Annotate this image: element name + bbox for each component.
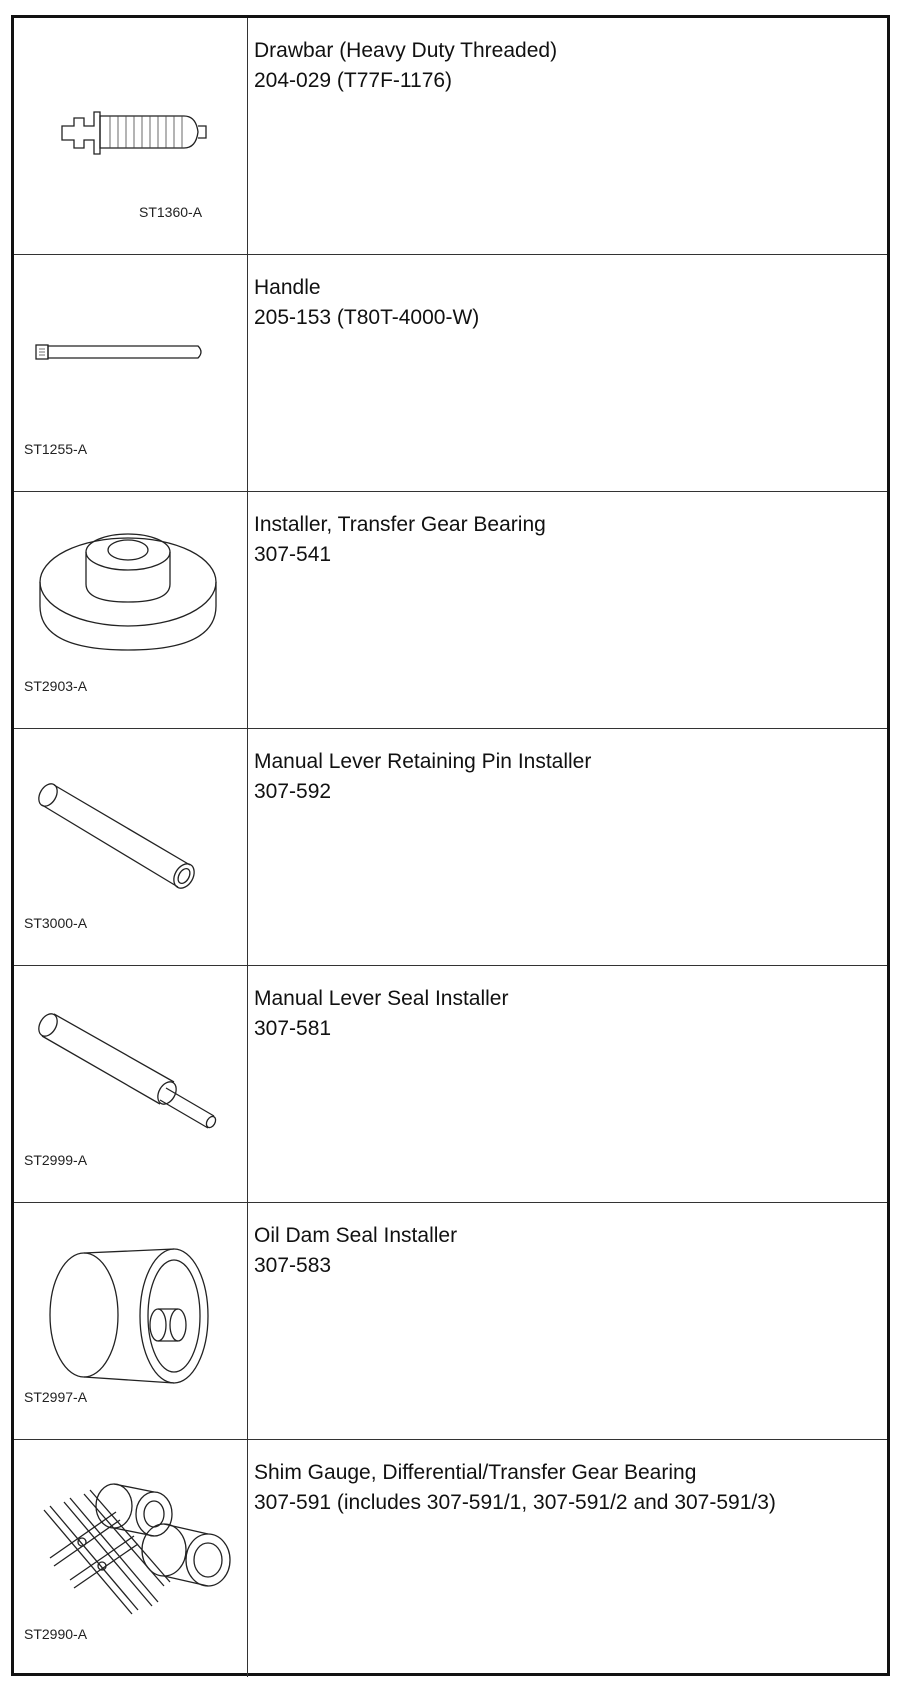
tool-name: Oil Dam Seal Installer [254,1224,458,1247]
table-row [14,1203,887,1440]
tool-number: 204-029 (T77F-1176) [254,69,453,92]
tool-description [254,273,881,333]
drawbar-icon [14,18,247,254]
illustration-code: ST2997-A [24,1389,88,1405]
tool-description [254,747,881,807]
tool-description [254,36,881,96]
tool-illustration-cell [14,255,248,491]
tool-description [254,984,881,1044]
illustration-code: ST2999-A [24,1152,88,1168]
table-row [14,492,887,729]
tool-illustration-cell [14,18,248,254]
illustration-code: ST3000-A [24,915,88,931]
table-row [14,729,887,966]
illustration-code: ST1360-A [139,204,203,220]
table-row [14,18,887,255]
table-row [14,255,887,492]
table-row [14,966,887,1203]
illustration-code: ST2903-A [24,678,88,694]
tool-description [254,1458,881,1518]
tool-illustration-cell [14,1203,248,1439]
tool-number: 205-153 (T80T-4000-W) [254,306,480,329]
table-row [14,1440,887,1677]
tool-number: 307-541 [254,543,332,566]
tool-number: 307-583 [254,1254,332,1277]
special-tools-table [11,15,890,1676]
tool-name: Handle [254,276,321,299]
tool-number: 307-591 (includes 307-591/1, 307-591/2 and 307-591/3) [254,1491,776,1514]
tool-illustration-cell [14,1440,248,1677]
tool-illustration-cell [14,966,248,1202]
tool-description [254,510,881,570]
tool-name: Manual Lever Retaining Pin Installer [254,750,592,773]
tool-number: 307-581 [254,1017,332,1040]
tool-name: Shim Gauge, Differential/Transfer Gear Bearing [254,1461,697,1484]
tool-name: Installer, Transfer Gear Bearing [254,513,546,536]
illustration-code: ST2990-A [24,1626,88,1642]
illustration-code: ST1255-A [24,441,88,457]
tool-name: Manual Lever Seal Installer [254,987,509,1010]
tool-illustration-cell [14,729,248,965]
tool-illustration-cell [14,492,248,728]
tool-number: 307-592 [254,780,332,803]
tool-name: Drawbar (Heavy Duty Threaded) [254,39,558,62]
tool-description [254,1221,881,1281]
